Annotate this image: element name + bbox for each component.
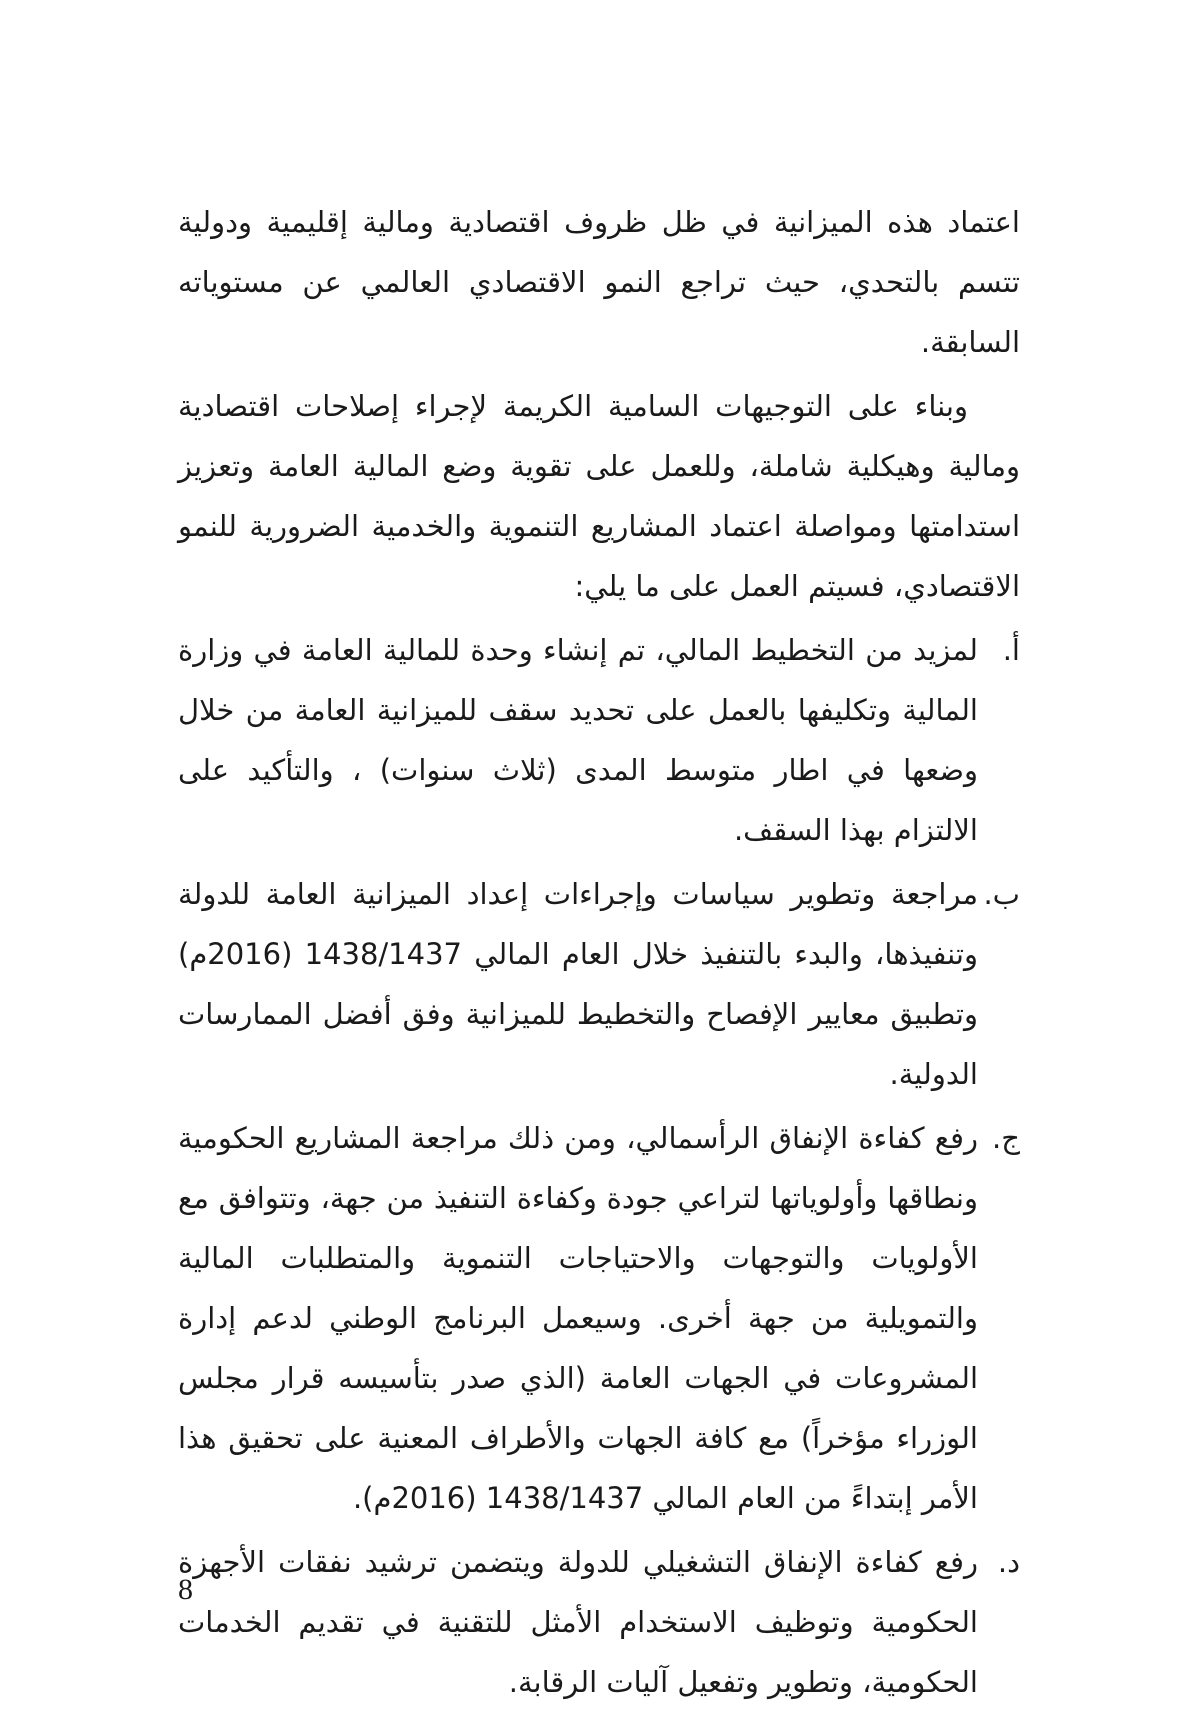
list-item <box>178 620 1020 860</box>
list-marker: ب. <box>983 877 1020 911</box>
list-item <box>178 1108 1020 1528</box>
paragraph-intro: اعتماد هذه الميزانية في ظل ظروف اقتصادية ومالية إقليمية ودولية تتسم بالتحدي، حيث تراجع النمو الاقتصادي العالمي عن مستوياته السابقة. <box>178 205 1020 359</box>
list-item-text: لمزيد من التخطيط المالي، تم إنشاء وحدة للمالية العامة في وزارة المالية وتكليفها بالعمل على تحديد سقف للميزانية العامة من خلال وضعها في اطار متوسط المدى (ثلاث سنوات) ، والتأكيد على الالتزام بهذا السقف. <box>178 633 978 847</box>
paragraph-directives: وبناء على التوجيهات السامية الكريمة لإجراء إصلاحات اقتصادية ومالية وهيكلية شاملة، وللعمل على تقوية وضع المالية العامة وتعزيز استدامتها ومواصلة اعتماد المشاريع التنموية والخدمية الضرورية للنمو الاقتصادي، فسيتم العمل على ما يلي: <box>178 389 1020 603</box>
list-item-text: مراجعة وتطوير سياسات وإجراءات إعداد الميزانية العامة للدولة وتنفيذها، والبدء بالتنفيذ خلال العام المالي 1438/1437 (2016م) وتطبيق معايير الإفصاح والتخطيط للميزانية وفق أفضل الممارسات الدولية. <box>178 877 978 1091</box>
list-item <box>178 1532 1020 1712</box>
list-marker: د. <box>997 1545 1020 1579</box>
measures-list <box>178 620 1020 1712</box>
page-number: 8 <box>178 1573 193 1606</box>
list-item-text: رفع كفاءة الإنفاق الرأسمالي، ومن ذلك مراجعة المشاريع الحكومية ونطاقها وأولوياتها لتراعي جودة وكفاءة التنفيذ من جهة، وتتوافق مع الأولويات والتوجهات والاحتياجات التنموية والمتطلبات المالية والتمويلية من جهة أخرى. وسيعمل البرنامج الوطني لدعم إدارة المشروعات في الجهات العامة (الذي صدر بتأسيسه قرار مجلس الوزراء مؤخراً) مع كافة الجهات والأطراف المعنية على تحقيق هذا الأمر إبتداءً من العام المالي 1438/1437 (2016م). <box>178 1121 978 1515</box>
list-marker: ج. <box>992 1121 1020 1155</box>
list-marker: أ. <box>1002 633 1020 667</box>
list-item-text: رفع كفاءة الإنفاق التشغيلي للدولة ويتضمن ترشيد نفقات الأجهزة الحكومية وتوظيف الاستخدام الأمثل للتقنية في تقديم الخدمات الحكومية، وتطوير وتفعيل آليات الرقابة. <box>178 1545 978 1699</box>
body-text <box>178 192 1020 1716</box>
list-item <box>178 864 1020 1104</box>
